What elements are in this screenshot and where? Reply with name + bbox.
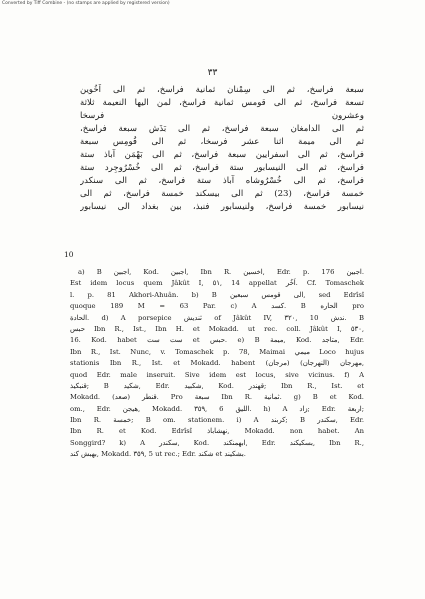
footnote-line: om., Edr. هيجن, Mokadd. ٣٥٩, 6 الليق. h) A زاد; Edr. اربعة;: [70, 404, 364, 413]
arabic-text-line: تسعة فراسخ، ثم الى قومس ثمانية فراسخ، لمن اليها النعيمة ثلاثة: [80, 98, 364, 108]
footnote-line: Ibn R. et Kod. Edrîsî نهشاباذ, Mokadd. non habet. An: [70, 427, 364, 436]
arabic-text-line: فراسخ، ثم الى خُسْرُوشاه آباذ ستة فراسخ، ثم الى سنكدر: [80, 176, 364, 186]
arabic-text-line: ثم الى ميمة اثنا عشر فرسخا، ثم الى قُومِس سبعة: [80, 137, 364, 147]
converter-banner: Converted by Tiff Combine - (no stamps are applied by registered version): [2, 1, 170, 6]
page-number: ٣٣: [207, 68, 218, 78]
footnote-line: Ibn R. خمسة; B om. stationem. i) A كربند; B سكندر, Edr.: [70, 416, 364, 425]
footnote-line: قنبكيذ; B شكيد, Edr. شكبيد, Kod. قهندر; Ibn R., Ist. et: [70, 381, 364, 390]
footnote-line: Mokadd. قنطر (صعد). Pro سبعة Ibn R. ثمانية. g) B et Kod.: [70, 393, 364, 402]
arabic-text-line: نيسابور خمسة فراسخ، ولنيسابور فنبذ، بين بغداد الى نيسابور: [80, 202, 364, 212]
footnote-line: الحادة. d) A porsepice ثنديش of Jâkût IV, ٣٢٠, 10 ندش. B: [70, 313, 364, 322]
footnote-line: stationis Ibn R., Ist. et Mokadd. habent مهرجان (النهرجان) (مرجان),: [70, 359, 364, 368]
arabic-text-line: فراسخ، ثم الى النيسابور ستة فراسخ، ثم الى خُسْرُوجِرد ستة: [80, 163, 364, 173]
footnote-line: Ibn R., Ist. Nunc, v. Tomaschek p. 78, Maimai ميمي Loco hujus: [70, 347, 364, 356]
footnote-line: quod Edr. male inseruit. Sive idem est locus, sive vicinus. f) A: [70, 370, 364, 379]
footnote-line: Songgird? k) A سكندر, Kod. ابهمنكند, Edr. بسكيكند, Ibn R.,: [70, 438, 364, 447]
footnote-line: quoque 189 M = 63 Par. c) A كسد. B الحاره pro: [70, 302, 364, 311]
footnote-line: l. p. 81 Akhori-Ahuân. b) B الى قومس سبعين, sed Edrîsî: [70, 290, 364, 299]
arabic-text-line: فراسخ، ثم الى اسفرايين سبعة فراسخ، ثم الى بَهْمَن آباذ ستة: [80, 150, 364, 160]
arabic-text-line: سبعة فراسخ، ثم الى سِمْنان ثمانية فراسخ، ثم الى اَخُوين: [80, 85, 364, 95]
footnote-line: 16. Kod. habet ست ست et حبس. e) B ميمة, Kod. متاجد, Edr.: [70, 336, 364, 345]
footnote-line: بهبش كند, Mokadd. ٣٥٩, 5 ut rec.; Edr. شكند et بشكيند.: [70, 450, 246, 459]
footnote-line: حبس Ibn R., Ist., Ibn H. et Mokadd. ut rec. coll. Jâkût I, ٥٣٠,: [70, 324, 364, 333]
arabic-text-line: وعشرون فرسخا: [80, 111, 364, 121]
footnote-line: a) B اجبين, Kod. اجبين, Ibn R. اخسين, Edr. p. 176 اجبين.: [78, 268, 364, 276]
footnote-line: Est idem locus quem Jâkût I, ٥١, 14 appellat اَخُر. Cf. Tomaschek: [70, 279, 364, 288]
arabic-text-line: ثم الى الدامغان سبعة فراسخ، ثم الى بَذَش سبعة فراسخ،: [80, 124, 364, 134]
arabic-main-text: [80, 84, 364, 214]
arabic-text-line: خمسة فراسخ، (23) ثم الى بيسكند خمسة فراسخ، ثم الى: [80, 189, 364, 199]
footnotes: [70, 267, 364, 461]
line-number-marker: 10: [64, 250, 74, 259]
